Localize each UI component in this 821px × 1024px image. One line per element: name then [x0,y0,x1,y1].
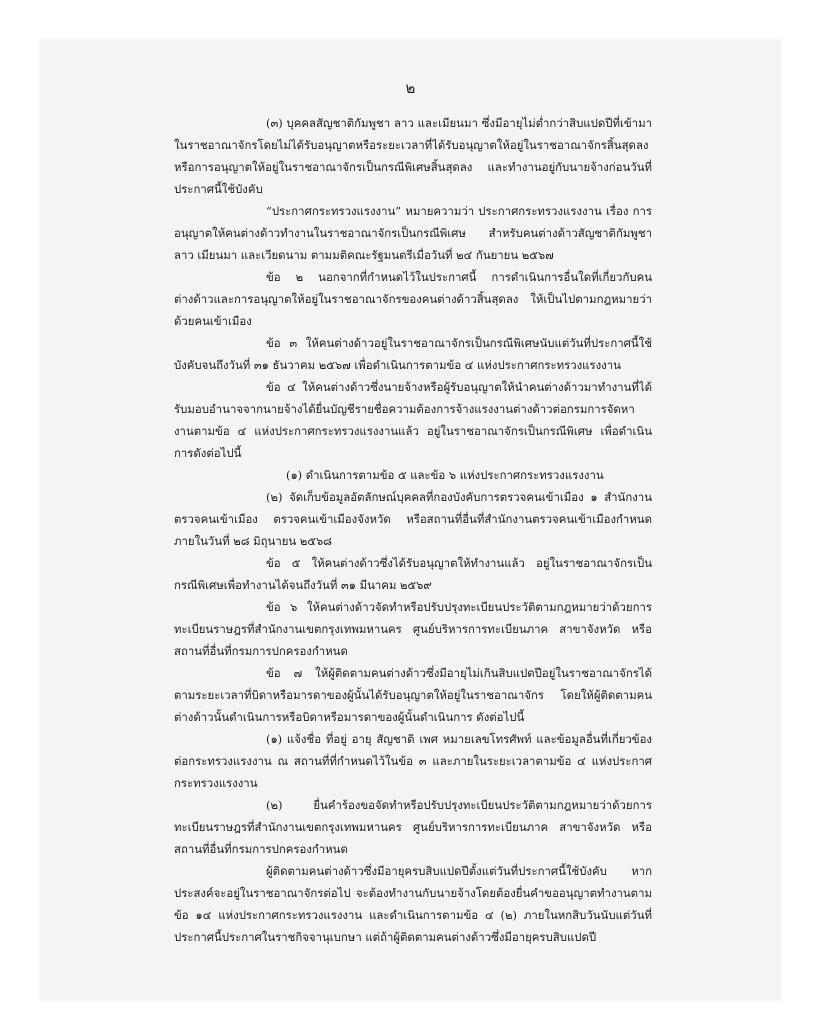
paragraph-clause-6: ข้อ ๖ ให้คนต่างด้าวจัดทำหรือปรับปรุงทะเบียนประวัติตามกฎหมายว่าด้วยการทะเบียนราษฎรที่สำนักงานเขตกรุงเทพมหานคร ศูนย์บริหารการทะเบียนภาค สาขาจังหวัด หรือสถานที่อื่นที่กรมการปกครองกำหนด [174,600,652,658]
paragraph-clause-7-item-2: (๒) ยื่นคำร้องขอจัดทำหรือปรับปรุงทะเบียนประวัติตามกฎหมายว่าด้วยการทะเบียนราษฎรที่สำนักงานเขตกรุงเทพมหานคร ศูนย์บริหารการทะเบียนภาค สาขาจังหวัด หรือสถานที่อื่นที่กรมการปกครองกำหนด [174,798,652,856]
paragraph-clause-7: ข้อ ๗ ให้ผู้ติดตามคนต่างด้าวซึ่งมีอายุไม่เกินสิบแปดปีอยู่ในราชอาณาจักรได้ตามระยะเวลาที่บิดาหรือมารดาของผู้นั้นได้รับอนุญาตให้อยู่ในราชอาณาจักร โดยให้ผู้ติดตามคนต่างด้าวนั้นดำเนินการหรือบิดาหรือมารดาของผู้นั้นดำเนินการ ดังต่อไปนี้ [174,666,652,724]
paragraph-clause-4-item-1: (๑) ดำเนินการตามข้อ ๕ และข้อ ๖ แห่งประกาศกระทรวงแรงงาน [286,468,604,482]
paragraph-clause-3: ข้อ ๓ ให้คนต่างด้าวอยู่ในราชอาณาจักรเป็นกรณีพิเศษนับแต่วันที่ประกาศนี้ใช้บังคับจนถึงวันที่ ๓๑ ธันวาคม ๒๕๖๗ เพื่อดำเนินการตามข้อ ๔ แห่งประกาศกระทรวงแรงงาน [174,336,652,372]
paragraph-followers-18: ผู้ติดตามคนต่างด้าวซึ่งมีอายุครบสิบแปดปีตั้งแต่วันที่ประกาศนี้ใช้บังคับ หากประสงค์จะอยู่ในราชอาณาจักรต่อไป จะต้องทำงานกับนายจ้างโดยต้องยื่นคำขออนุญาตทำงานตามข้อ ๑๔ แห่งประกาศกระทรวงแรงงาน และดำเนินการตามข้อ ๔ (๒) ภายในหกสิบวันนับแต่วันที่ประกาศนี้ประกาศในราชกิจจานุเบกษา แต่ถ้าผู้ติดตามคนต่างด้าวซึ่งมีอายุครบสิบแปดปี [174,864,652,944]
document-body [174,112,652,948]
paragraph-clause-2: ข้อ ๒ นอกจากที่กำหนดไว้ในประกาศนี้ การดำเนินการอื่นใดที่เกี่ยวกับคนต่างด้าวและการอนุญาตให้อยู่ในราชอาณาจักรของคนต่างด้าวสิ้นสุดลง ให้เป็นไปตามกฎหมายว่าด้วยคนเข้าเมือง [174,270,652,328]
paragraph-clause-7-item-1: (๑) แจ้งชื่อ ที่อยู่ อายุ สัญชาติ เพศ หมายเลขโทรศัพท์ และข้อมูลอื่นที่เกี่ยวข้องต่อกระทรวงแรงงาน ณ สถานที่ที่กำหนดไว้ในข้อ ๓ และภายในระยะเวลาตามข้อ ๔ แห่งประกาศกระทรวงแรงงาน [174,732,652,790]
paragraph-clause-5: ข้อ ๕ ให้คนต่างด้าวซึ่งได้รับอนุญาตให้ทำงานแล้ว อยู่ในราชอาณาจักรเป็นกรณีพิเศษเพื่อทำงานได้จนถึงวันที่ ๓๑ มีนาคม ๒๕๖๙ [174,556,652,592]
page-number: ๒ [405,79,416,97]
paragraph-persons-3: (๓) บุคคลสัญชาติกัมพูชา ลาว และเมียนมา ซึ่งมีอายุไม่ต่ำกว่าสิบแปดปีที่เข้ามาในราชอาณาจักรโดยไม่ได้รับอนุญาตหรือระยะเวลาที่ได้รับอนุญาตให้อยู่ในราชอาณาจักรสิ้นสุดลง หรือการอนุญาตให้อยู่ในราชอาณาจักรเป็นกรณีพิเศษสิ้นสุดลง และทำงานอยู่กับนายจ้างก่อนวันที่ประกาศนี้ใช้บังคับ [174,116,652,196]
paragraph-clause-4-item-2: (๒) จัดเก็บข้อมูลอัตลักษณ์บุคคลที่กองบังคับการตรวจคนเข้าเมือง ๑ สำนักงานตรวจคนเข้าเมือง ตรวจคนเข้าเมืองจังหวัด หรือสถานที่อื่นที่สำนักงานตรวจคนเข้าเมืองกำหนด ภายในวันที่ ๒๘ มิถุนายน ๒๕๖๘ [174,490,652,548]
paragraph-clause-4: ข้อ ๔ ให้คนต่างด้าวซึ่งนายจ้างหรือผู้รับอนุญาตให้นำคนต่างด้าวมาทำงานที่ได้รับมอบอำนาจจากนายจ้างได้ยื่นบัญชีรายชื่อความต้องการจ้างแรงงานต่างด้าวต่อกรมการจัดหางานตามข้อ ๔ แห่งประกาศกระทรวงแรงงานแล้ว อยู่ในราชอาณาจักรเป็นกรณีพิเศษ เพื่อดำเนินการดังต่อไปนี้ [174,380,652,460]
paragraph-definition: “ประกาศกระทรวงแรงงาน” หมายความว่า ประกาศกระทรวงแรงงาน เรื่อง การอนุญาตให้คนต่างด้าวทำงานในราชอาณาจักรเป็นกรณีพิเศษ สำหรับคนต่างด้าวสัญชาติกัมพูชา ลาว เมียนมา และเวียดนาม ตามมติคณะรัฐมนตรีเมื่อวันที่ ๒๔ กันยายน ๒๕๖๗ [174,204,652,262]
